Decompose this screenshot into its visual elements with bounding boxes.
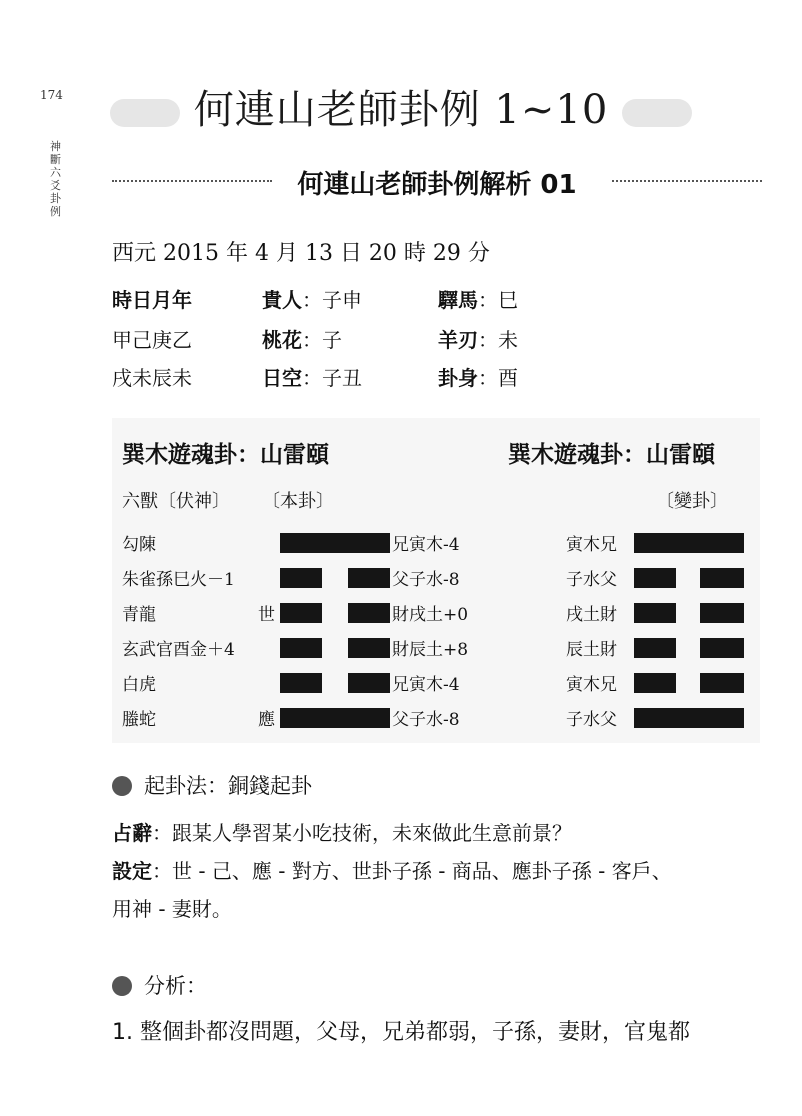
ben-yao-yin-right bbox=[348, 638, 390, 658]
yang-ren: 羊刃：未 bbox=[438, 328, 518, 352]
ben-yao-yin-left bbox=[280, 603, 322, 623]
she-ding-cont: 用神 - 妻財。 bbox=[112, 897, 232, 921]
gua-shen: 卦身：酉 bbox=[438, 366, 518, 390]
right-ornament bbox=[622, 99, 692, 127]
yi-ma: 驛馬：巳 bbox=[438, 288, 518, 312]
method-heading: 起卦法：銅錢起卦 bbox=[112, 770, 312, 800]
bian-yao-yin-left bbox=[634, 673, 676, 693]
chapter-title-text: 何連山老師卦例 1~10 bbox=[193, 87, 609, 133]
bian-yao-yin-left bbox=[634, 568, 676, 588]
six-beast-label: 青龍 bbox=[122, 605, 156, 625]
bian-yao-yang-line bbox=[634, 708, 744, 728]
ben-yao-label: 財戌土+0 bbox=[392, 605, 469, 625]
ben-gua-name: 巽木遊魂卦：山雷頤 bbox=[122, 442, 329, 468]
bian-yao-label: 辰土財 bbox=[566, 640, 617, 660]
ben-yao-label: 父子水-8 bbox=[392, 710, 460, 730]
ganzhi-branches: 戌未辰未 bbox=[112, 366, 192, 390]
bian-yao-label: 子水父 bbox=[566, 570, 617, 590]
ben-yao-yin-right bbox=[348, 673, 390, 693]
ben-yao-yang-line bbox=[280, 533, 390, 553]
gui-ren: 貴人：子申 bbox=[262, 288, 362, 312]
ben-yao-yin-right bbox=[348, 603, 390, 623]
analysis-heading: 分析： bbox=[112, 970, 207, 1000]
ganzhi-label: 時日月年 bbox=[112, 288, 192, 312]
ri-kong: 日空：子丑 bbox=[262, 366, 362, 390]
section-header bbox=[112, 160, 762, 200]
analysis-item-1: 1. 整個卦都沒問題，父母，兄弟都弱，子孫，妻財，官鬼都 bbox=[112, 1020, 690, 1045]
side-title: 神斷六爻卦例 bbox=[50, 140, 61, 218]
ben-yao-yin-left bbox=[280, 638, 322, 658]
section-title: 何連山老師卦例解析 01 bbox=[297, 170, 577, 200]
yinyang-icon bbox=[112, 776, 132, 796]
ganzhi-stems: 甲己庚乙 bbox=[112, 328, 192, 352]
shi-ying-mark: 世 bbox=[258, 605, 275, 625]
six-beast-label: 朱雀孫巳火－1 bbox=[122, 570, 235, 590]
tao-hua: 桃花：子 bbox=[262, 328, 342, 352]
zhan-ci: 占辭：跟某人學習某小吃技術，未來做此生意前景？ bbox=[112, 821, 572, 845]
bian-yao-label: 寅木兄 bbox=[566, 675, 617, 695]
bian-yao-label: 子水父 bbox=[566, 710, 617, 730]
shi-ying-mark: 應 bbox=[258, 710, 275, 730]
bian-gua-name: 巽木遊魂卦：山雷頤 bbox=[508, 442, 715, 468]
bian-yao-yin-right bbox=[700, 638, 744, 658]
ben-yao-label: 父子水-8 bbox=[392, 570, 460, 590]
date-line: 西元 2015 年 4 月 13 日 20 時 29 分 bbox=[112, 241, 490, 266]
bian-yao-yin-right bbox=[700, 673, 744, 693]
bian-yao-yin-right bbox=[700, 603, 744, 623]
she-ding: 設定：世 - 己、應 - 對方、世卦子孫 - 商品、應卦子孫 - 客戶、 bbox=[112, 859, 672, 883]
bian-yao-yang-line bbox=[634, 533, 744, 553]
ben-yao-label: 兄寅木-4 bbox=[392, 675, 460, 695]
ben-yao-yin-right bbox=[348, 568, 390, 588]
six-beast-label: 玄武官酉金＋4 bbox=[122, 640, 235, 660]
left-ornament bbox=[110, 99, 180, 127]
six-beast-label: 白虎 bbox=[122, 675, 156, 695]
bian-yao-label: 戌土財 bbox=[566, 605, 617, 625]
ben-yao-yin-left bbox=[280, 673, 322, 693]
bian-yao-yin-left bbox=[634, 638, 676, 658]
ben-yao-yang-line bbox=[280, 708, 390, 728]
ben-yao-yin-left bbox=[280, 568, 322, 588]
header-beasts: 六獸〔伏神〕 bbox=[122, 491, 230, 512]
ben-yao-label: 兄寅木-4 bbox=[392, 535, 460, 555]
bian-yao-yin-right bbox=[700, 568, 744, 588]
page-number: 174 bbox=[40, 88, 63, 102]
bian-yao-label: 寅木兄 bbox=[566, 535, 617, 555]
six-beast-label: 勾陳 bbox=[122, 535, 156, 555]
header-bian-gua: 〔變卦〕 bbox=[656, 491, 728, 512]
six-beast-label: 螣蛇 bbox=[122, 710, 156, 730]
yinyang-icon bbox=[112, 976, 132, 996]
dotted-rule-right bbox=[612, 180, 762, 182]
header-ben-gua: 〔本卦〕 bbox=[262, 491, 334, 512]
chapter-title bbox=[0, 78, 802, 135]
ben-yao-label: 財辰土+8 bbox=[392, 640, 469, 660]
bian-yao-yin-left bbox=[634, 603, 676, 623]
